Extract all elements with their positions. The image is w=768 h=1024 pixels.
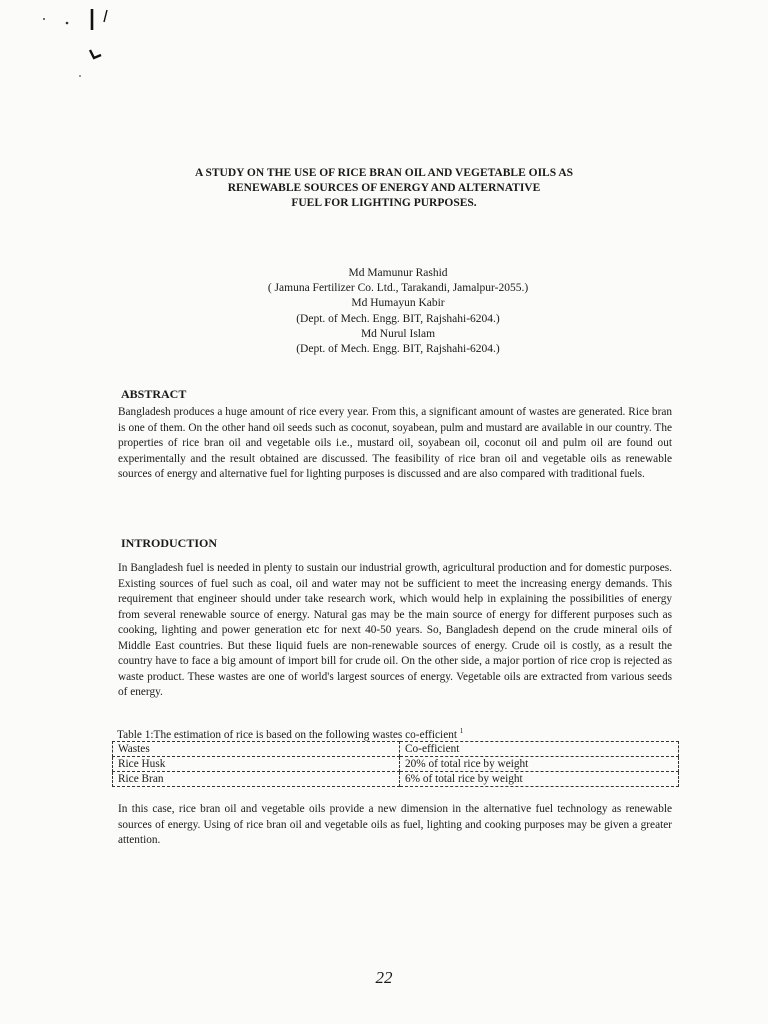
table-header-cell: Wastes: [113, 742, 400, 757]
title-line: FUEL FOR LIGHTING PURPOSES.: [291, 197, 477, 209]
table-cell: Rice Husk: [113, 757, 400, 772]
author-block: [0, 266, 768, 357]
table-cell: 6% of total rice by weight: [400, 772, 679, 787]
page-number: 22: [375, 968, 393, 987]
table-cell: Rice Bran: [113, 772, 400, 787]
author-name: Md Mamunur Rashid: [348, 267, 448, 279]
author-affiliation: ( Jamuna Fertilizer Co. Ltd., Tarakandi, Jamalpur-2055.): [267, 282, 529, 295]
table-header-cell: Co-efficient: [400, 742, 679, 757]
introduction-heading: INTRODUCTION: [121, 536, 218, 550]
table-header-row: [113, 742, 679, 757]
table-row: [113, 757, 679, 772]
title-line: RENEWABLE SOURCES OF ENERGY AND ALTERNATIVE: [227, 182, 541, 194]
table-caption-ref: 1: [459, 727, 464, 735]
table-caption-text: Table 1:The estimation of rice is based on the following wastes co-efficient: [117, 728, 457, 741]
waste-coefficient-table: [112, 741, 679, 787]
table-cell: 20% of total rice by weight: [400, 757, 679, 772]
author-name: Md Nurul Islam: [360, 327, 436, 340]
table-caption: [117, 727, 463, 741]
abstract-heading: ABSTRACT: [121, 387, 187, 401]
abstract-text: Bangladesh produces a huge amount of rice every year. From this, a significant amount of wastes are generated. Rice bran is one of them. On the other hand oil seeds such as coconut, soyabean, pulm and mustard are available in our country. The properties of rice bran oil and vegetable oils i.e., mustard oil, soyabean oil, coconut oil and pulm oil are found out experimentally and the result obtained are discussed. The feasibility of rice bran oil and vegetable oils as renewable sources of energy and alternative fuel for lighting purposes is discussed and are also compared with traditional fuels.: [118, 406, 672, 480]
author-affiliation: (Dept. of Mech. Engg. BIT, Rajshahi-6204.): [296, 343, 500, 356]
scan-marks: [0, 0, 130, 110]
title-line: A STUDY ON THE USE OF RICE BRAN OIL AND VEGETABLE OILS AS: [194, 167, 574, 179]
table-row: [113, 772, 679, 787]
author-name: Md Humayun Kabir: [351, 297, 445, 310]
author-affiliation: (Dept. of Mech. Engg. BIT, Rajshahi-6204.): [296, 312, 500, 325]
closing-paragraph: In this case, rice bran oil and vegetable oils provide a new dimension in the alternative fuel technology as renewable sources of energy. Using of rice bran oil and vegetable oils as fuel, lighting and cooking purposes may be given a greater attention.: [118, 803, 672, 846]
introduction-text: In Bangladesh fuel is needed in plenty to sustain our industrial growth, agricultural production and for domestic purposes. Existing sources of fuel such as coal, oil and water may not be sufficient to meet the increasing energy demands. This requirement that engineer should under take research work, which would help in explaining the possibilities of energy from several renewable source of energy. Natural gas may be the main source of energy for different purposes such as cooking, lighting and power generation etc for next 40-50 years. So, Bangladesh depend on the crude mineral oils of Middle East countries. But these liquid fuels are non-renewable sources of energy. Crude oil is costly, as a result the country have to face a big amount of import bill for crude oil. On the other side, a major portion of rice crop is rejected as waste product. These wastes are one of world's largest sources of energy. Vegetable oils are extracted from various seeds of energy.: [118, 562, 672, 698]
paper-title: [0, 166, 768, 211]
